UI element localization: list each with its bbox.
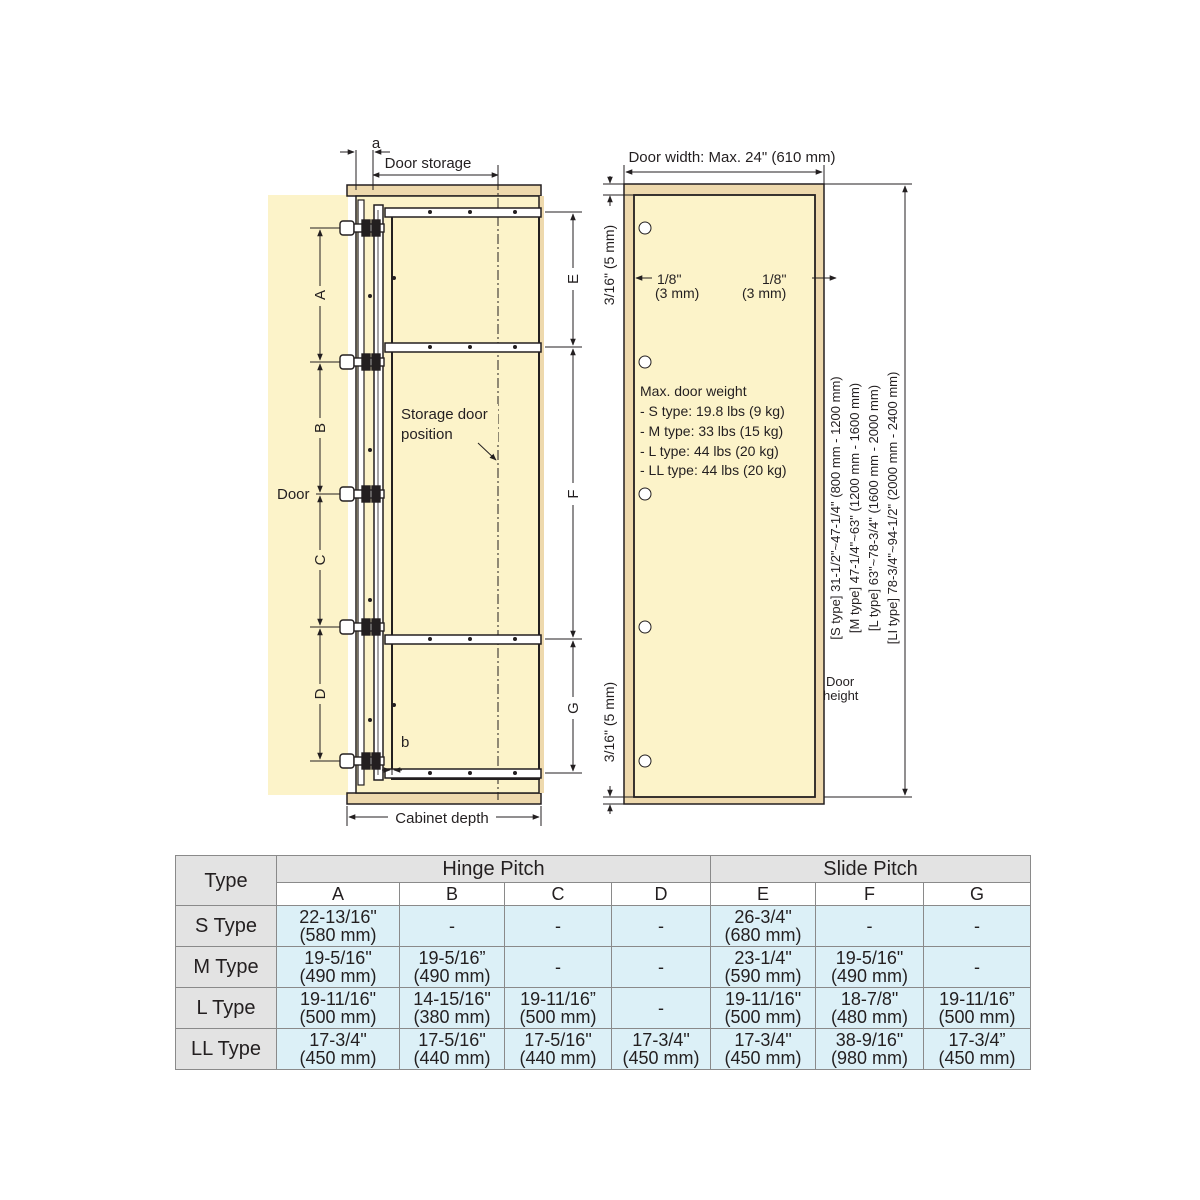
table-cell <box>612 988 711 1029</box>
cell-line: (500 mm) <box>519 1007 597 1027</box>
cell-line: 19-11/16” <box>520 989 596 1009</box>
storage-door-position-label-2: position <box>401 426 453 443</box>
table-cell <box>816 947 924 988</box>
top-gap-label: 3/16" (5 mm) <box>601 224 617 306</box>
cell-line: (450 mm) <box>724 1048 802 1068</box>
cell-line: 17-5/16" <box>418 1030 486 1050</box>
table-cell <box>505 988 612 1029</box>
height-range-l: [L type] 63"~78-3/4" (1600 mm - 2000 mm) <box>866 384 881 632</box>
cell-line: (480 mm) <box>831 1007 909 1027</box>
table-body <box>176 906 1031 1070</box>
cell-line: (500 mm) <box>724 1007 802 1027</box>
col-header: F <box>816 883 924 906</box>
cell-line: (490 mm) <box>299 966 377 986</box>
table-cell <box>505 1029 612 1070</box>
cell-line: 14-15/16" <box>413 989 491 1009</box>
cell-line: 17-3/4” <box>948 1030 1006 1050</box>
table-row <box>176 988 1031 1029</box>
table-cell <box>277 906 400 947</box>
table-cell <box>816 1029 924 1070</box>
label-A: A <box>312 289 329 301</box>
cabinet-depth-label: Cabinet depth <box>395 810 489 827</box>
col-header: E <box>711 883 816 906</box>
table-cell <box>277 988 400 1029</box>
table-cell <box>924 906 1031 947</box>
table-cell <box>400 988 505 1029</box>
cell-line: 17-3/4" <box>734 1030 792 1050</box>
label-E: E <box>565 273 582 285</box>
weight-m: - M type: 33 lbs (15 kg) <box>640 423 784 439</box>
cell-line: - <box>658 916 665 936</box>
table-cell <box>711 1029 816 1070</box>
hinge <box>340 354 384 370</box>
table-row <box>176 1029 1031 1070</box>
hinge-pitch-header: Hinge Pitch <box>277 856 711 883</box>
cell-line: 22-13/16" <box>299 907 377 927</box>
cell-line: 19-5/16" <box>835 948 904 968</box>
cell-line: (500 mm) <box>938 1007 1016 1027</box>
cell-line: - <box>658 957 665 977</box>
label-D: D <box>312 688 329 700</box>
row-type-label: S Type <box>176 906 277 947</box>
table-cell <box>711 947 816 988</box>
label-G: G <box>565 702 582 714</box>
cell-line: 17-3/4" <box>632 1030 690 1050</box>
col-header: A <box>277 883 400 906</box>
weight-ll: - LL type: 44 lbs (20 kg) <box>640 462 787 478</box>
label-a: a <box>371 135 381 152</box>
row-type-label: L Type <box>176 988 277 1029</box>
cell-line: 26-3/4" <box>734 907 792 927</box>
cabinet-top <box>347 185 541 196</box>
table-cell <box>400 906 505 947</box>
col-header: B <box>400 883 505 906</box>
table-cell <box>277 947 400 988</box>
table-cell <box>816 988 924 1029</box>
left-gap-in: 1/8" <box>657 271 682 287</box>
cell-line: (500 mm) <box>299 1007 377 1027</box>
cabinet-bottom <box>347 793 541 804</box>
cell-line: 19-11/16” <box>939 989 1015 1009</box>
label-F: F <box>565 489 582 499</box>
door-front <box>601 149 912 814</box>
bottom-gap-label: 3/16" (5 mm) <box>601 681 617 763</box>
cell-line: (450 mm) <box>938 1048 1016 1068</box>
table-cell <box>612 1029 711 1070</box>
table-cell <box>612 947 711 988</box>
door-height-ranges <box>828 372 900 645</box>
cell-line: - <box>658 998 665 1018</box>
cell-line: (450 mm) <box>299 1048 377 1068</box>
pitch-spec-table <box>175 855 1031 1070</box>
table-cell <box>924 947 1031 988</box>
cell-line: (490 mm) <box>831 966 909 986</box>
height-range-m: [M type] 47-1/4"~63" (1200 mm - 1600 mm) <box>847 382 862 634</box>
cell-line: - <box>555 957 561 977</box>
table-cell <box>711 906 816 947</box>
cell-line: 38-9/16" <box>835 1030 904 1050</box>
cell-line: 19-11/16" <box>299 989 377 1009</box>
cell-line: 19-5/16" <box>304 948 372 968</box>
cell-line: 17-3/4" <box>309 1030 367 1050</box>
cell-line: (380 mm) <box>413 1007 491 1027</box>
cell-line: - <box>866 916 873 936</box>
label-C: C <box>312 554 329 566</box>
table-cell <box>505 906 612 947</box>
cell-line: (980 mm) <box>831 1048 909 1068</box>
height-range-s: [S type] 31-1/2"~47-1/4" (800 mm - 1200 mm) <box>828 376 843 640</box>
cell-line: - <box>555 916 561 936</box>
col-header: D <box>612 883 711 906</box>
table-row <box>176 906 1031 947</box>
type-header: Type <box>176 856 277 906</box>
label-B: B <box>312 422 329 434</box>
table-cell <box>505 947 612 988</box>
door-height-label: Door <box>826 674 855 689</box>
cell-line: - <box>974 916 981 936</box>
cell-line: 23-1/4" <box>734 948 792 968</box>
cell-line: 19-5/16” <box>418 948 486 968</box>
door-label: Door <box>277 486 310 503</box>
table-cell <box>816 906 924 947</box>
cell-line: (590 mm) <box>724 966 802 986</box>
table-cell <box>924 988 1031 1029</box>
cell-line: 19-11/16" <box>724 989 802 1009</box>
right-gap-in: 1/8" <box>762 271 787 287</box>
weight-s: - S type: 19.8 lbs (9 kg) <box>640 403 785 419</box>
left-gap-mm: (3 mm) <box>655 285 700 301</box>
table-cell <box>711 988 816 1029</box>
cell-line: (440 mm) <box>519 1048 597 1068</box>
hinge <box>340 619 384 635</box>
storage-door-position-label: Storage door <box>401 406 488 423</box>
weight-l: - L type: 44 lbs (20 kg) <box>640 443 779 459</box>
door-height-label-2: height <box>823 688 859 703</box>
cell-line: (450 mm) <box>622 1048 700 1068</box>
hinge <box>340 220 384 236</box>
weight-title: Max. door weight <box>640 383 747 399</box>
hinge <box>340 486 384 502</box>
table-cell <box>612 906 711 947</box>
cell-line: 17-5/16" <box>524 1030 592 1050</box>
cell-line: (490 mm) <box>413 966 491 986</box>
col-header: C <box>505 883 612 906</box>
right-gap-mm: (3 mm) <box>742 285 787 301</box>
slide-pitch-header: Slide Pitch <box>711 856 1031 883</box>
door-storage-label: Door storage <box>384 155 472 172</box>
table-cell <box>400 1029 505 1070</box>
cell-line: (680 mm) <box>724 925 802 945</box>
height-range-ll: [LI type] 78-3/4"~94-1/2" (2000 mm - 2400 mm) <box>885 371 900 645</box>
hinge <box>340 753 384 769</box>
row-type-label: LL Type <box>176 1029 277 1070</box>
cabinet-section <box>268 135 582 827</box>
cell-line: - <box>974 957 981 977</box>
cell-line: - <box>449 916 455 936</box>
table-row <box>176 947 1031 988</box>
row-type-label: M Type <box>176 947 277 988</box>
cell-line: (580 mm) <box>299 925 377 945</box>
table-cell <box>400 947 505 988</box>
door-width-label: Door width: Max. 24" (610 mm) <box>628 149 836 166</box>
table-cell <box>277 1029 400 1070</box>
cell-line: (440 mm) <box>413 1048 491 1068</box>
label-b: b <box>401 734 410 751</box>
cell-line: 18-7/8" <box>840 989 899 1009</box>
col-header: G <box>924 883 1031 906</box>
stored-door <box>392 214 539 779</box>
table-cell <box>924 1029 1031 1070</box>
